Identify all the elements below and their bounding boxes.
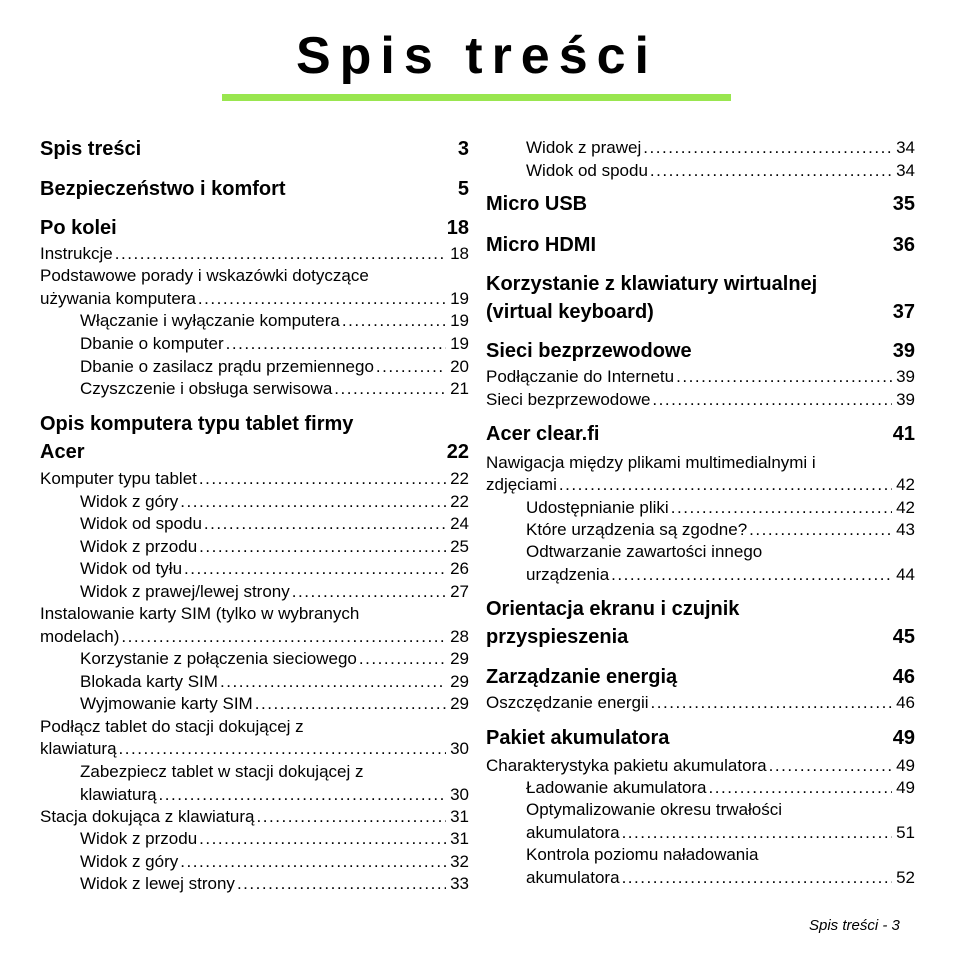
leader-dots (651, 692, 893, 714)
toc-chapter-label: Bezpieczeństwo i komfort (40, 178, 286, 200)
toc-entry-page: 27 (450, 582, 469, 601)
toc-subentry[interactable] (80, 491, 469, 513)
toc-subentry[interactable] (80, 378, 469, 400)
toc-chapter-page: 22 (446, 441, 469, 463)
toc-entry-page: 34 (896, 161, 915, 180)
leader-dots (199, 536, 446, 558)
toc-entry-page: 31 (450, 807, 469, 826)
toc-chapter-label: Pakiet akumulatora (486, 727, 670, 749)
toc-entry-page: 22 (450, 492, 469, 511)
toc-chapter[interactable] (486, 270, 915, 326)
toc-entry-page: 31 (450, 829, 469, 848)
toc-chapter-label: Micro USB (486, 193, 588, 215)
toc-entry-page: 30 (450, 739, 469, 758)
toc-entry-label: urządzenia (526, 565, 610, 584)
toc-chapter-label: Sieci bezprzewodowe (486, 340, 692, 362)
toc-subentry[interactable] (526, 777, 915, 799)
leader-dots (652, 389, 892, 411)
leader-dots (622, 822, 893, 844)
toc-entry-label: Widok z prawej (526, 138, 642, 157)
toc-chapter[interactable] (40, 410, 469, 466)
toc-chapter[interactable] (40, 135, 469, 163)
toc-entry-page: 49 (896, 778, 915, 797)
toc-entry-label: Widok od spodu (526, 161, 648, 180)
toc-subentry[interactable] (526, 137, 915, 159)
toc-chapter-label: Acer (40, 441, 85, 463)
toc-entry-label-line[interactable]: Optymalizowanie okresu trwałości (526, 800, 783, 819)
toc-entry-page: 26 (450, 559, 469, 578)
toc-chapter-label-line: Opis komputera typu tablet firmy (40, 413, 354, 435)
toc-chapter-label: Acer clear.fi (486, 423, 600, 445)
toc-entry-page: 46 (896, 693, 915, 712)
leader-dots (611, 564, 892, 586)
toc-entry-page: 42 (896, 475, 915, 494)
toc-subentry[interactable] (526, 822, 915, 844)
toc-entry-label: Widok z prawej/lewej strony (80, 582, 290, 601)
toc-entry[interactable] (40, 738, 469, 760)
toc-entry-label-line[interactable]: Zabezpiecz tablet w stacji dokującej z (80, 762, 364, 781)
toc-entry-label: akumulatora (526, 823, 620, 842)
toc-subentry[interactable] (526, 160, 915, 182)
toc-entry-label: Instrukcje (40, 244, 113, 263)
toc-subentry[interactable] (80, 671, 469, 693)
toc-entry-label: Udostępnianie pliki (526, 498, 669, 517)
leader-dots (749, 519, 892, 541)
title-underline (222, 94, 731, 101)
toc-entry-page: 51 (896, 823, 915, 842)
toc-entry-label: Charakterystyka pakietu akumulatora (486, 756, 767, 775)
toc-entry-label: Blokada karty SIM (80, 672, 218, 691)
toc-subentry[interactable] (526, 867, 915, 889)
toc-chapter[interactable] (486, 337, 915, 365)
toc-entry-page: 22 (450, 469, 469, 488)
leader-dots (180, 491, 446, 513)
toc-subentry[interactable] (80, 333, 469, 355)
toc-chapter[interactable] (486, 595, 915, 651)
toc-chapter[interactable] (40, 175, 469, 203)
toc-subentry[interactable] (526, 497, 915, 519)
toc-chapter-label-line: Korzystanie z klawiatury wirtualnej (486, 273, 818, 295)
toc-chapter-page: 37 (892, 301, 915, 323)
toc-chapter-page: 35 (892, 193, 915, 215)
leader-dots (199, 828, 446, 850)
toc-chapter-page: 3 (457, 138, 469, 160)
toc-entry[interactable] (40, 468, 469, 490)
toc-entry[interactable] (40, 288, 469, 310)
leader-dots (220, 671, 446, 693)
toc-entry-label: Widok od spodu (80, 514, 202, 533)
toc-entry-label: używania komputera (40, 289, 196, 308)
toc-entry-page: 39 (896, 367, 915, 386)
toc-entry-page: 42 (896, 498, 915, 517)
toc-chapter-label: Micro HDMI (486, 234, 596, 256)
toc-entry-label: Stacja dokująca z klawiaturą (40, 807, 255, 826)
leader-dots (559, 474, 892, 496)
leader-dots (184, 558, 446, 580)
leader-dots (650, 160, 892, 182)
toc-chapter[interactable] (40, 214, 469, 242)
leader-dots (643, 137, 892, 159)
toc-entry-page: 44 (896, 565, 915, 584)
toc-subentry[interactable] (80, 648, 469, 670)
toc-entry-label: Korzystanie z połączenia sieciowego (80, 649, 357, 668)
toc-chapter-label: Zarządzanie energią (486, 666, 678, 688)
toc-entry-label-line[interactable]: Kontrola poziomu naładowania (526, 845, 759, 864)
toc-chapter-page: 39 (892, 340, 915, 362)
toc-entry-label: Widok z góry (80, 492, 179, 511)
toc-entry-label: Oszczędzanie energii (486, 693, 649, 712)
toc-entry-label-line[interactable]: Nawigacja między plikami multimedialnymi i (486, 453, 816, 472)
toc-entry[interactable] (486, 366, 915, 388)
toc-entry-label: Widok od tyłu (80, 559, 183, 578)
leader-dots (115, 243, 446, 265)
leader-dots (226, 333, 446, 355)
toc-entry[interactable] (40, 626, 469, 648)
leader-dots (342, 310, 446, 332)
toc-entry-page: 52 (896, 868, 915, 887)
toc-entry-label: Widok z lewej strony (80, 874, 235, 893)
toc-entry[interactable] (486, 389, 915, 411)
toc-entry-page: 34 (896, 138, 915, 157)
toc-entry-label: Widok z przodu (80, 537, 198, 556)
toc-entry-page: 33 (450, 874, 469, 893)
toc-subentry[interactable] (80, 693, 469, 715)
toc-entry-label: klawiaturą (40, 739, 117, 758)
toc-entry-label: Dbanie o komputer (80, 334, 224, 353)
page-title: Spis treści (295, 27, 659, 85)
toc-entry-label: klawiaturą (80, 785, 157, 804)
leader-dots (671, 497, 892, 519)
toc-entry-label: Czyszczenie i obsługa serwisowa (80, 379, 333, 398)
toc-entry-label: modelach) (40, 627, 120, 646)
toc-entry-label: Widok z przodu (80, 829, 198, 848)
toc-subentry[interactable] (80, 851, 469, 873)
toc-chapter-page: 45 (892, 626, 915, 648)
toc-entry-label: Podłączanie do Internetu (486, 367, 675, 386)
toc-chapter-page: 5 (457, 178, 469, 200)
toc-chapter[interactable] (486, 724, 915, 752)
toc-entry-label-line[interactable]: Instalowanie karty SIM (tylko w wybranych (40, 604, 360, 623)
toc-entry[interactable] (486, 755, 915, 777)
toc-entry-label-line[interactable]: Podstawowe porady i wskazówki dotyczące (40, 266, 369, 285)
toc-entry-page: 29 (450, 672, 469, 691)
toc-subentry[interactable] (80, 558, 469, 580)
leader-dots (237, 873, 446, 895)
leader-dots (622, 867, 893, 889)
toc-chapter-page: 46 (892, 666, 915, 688)
toc-subentry[interactable] (80, 513, 469, 535)
toc-entry-page: 32 (450, 852, 469, 871)
toc-entry-label: Ładowanie akumulatora (526, 778, 707, 797)
leader-dots (121, 626, 446, 648)
leader-dots (334, 378, 446, 400)
toc-chapter-label: Po kolei (40, 217, 117, 239)
toc-subentry[interactable] (80, 310, 469, 332)
toc-entry-page: 21 (450, 379, 469, 398)
toc-entry-label-line[interactable]: Odtwarzanie zawartości innego (526, 542, 763, 561)
leader-dots (709, 777, 893, 799)
page-footer: Spis treści - 3 (809, 917, 900, 934)
toc-entry-label: Komputer typu tablet (40, 469, 197, 488)
toc-entry-label: Widok z góry (80, 852, 179, 871)
toc-entry-page: 29 (450, 694, 469, 713)
toc-entry-page: 28 (450, 627, 469, 646)
toc-entry[interactable] (40, 243, 469, 265)
toc-subentry[interactable] (526, 519, 915, 541)
toc-entry-page: 20 (450, 357, 469, 376)
toc-subentry[interactable] (80, 873, 469, 895)
toc-entry-label: akumulatora (526, 868, 620, 887)
toc-entry-page: 19 (450, 289, 469, 308)
toc-chapter-page: 36 (892, 234, 915, 256)
toc-entry[interactable] (486, 692, 915, 714)
toc-entry-page: 39 (896, 390, 915, 409)
leader-dots (198, 288, 446, 310)
leader-dots (676, 366, 892, 388)
toc-chapter-page: 41 (892, 423, 915, 445)
leader-dots (292, 581, 446, 603)
toc-subentry[interactable] (80, 356, 469, 378)
toc-chapter[interactable] (486, 420, 915, 448)
leader-dots (376, 356, 446, 378)
toc-entry-page: 19 (450, 311, 469, 330)
toc-entry-page: 19 (450, 334, 469, 353)
leader-dots (204, 513, 446, 535)
toc-subentry[interactable] (80, 828, 469, 850)
toc-entry-page: 25 (450, 537, 469, 556)
toc-chapter-label-line: Orientacja ekranu i czujnik (486, 598, 740, 620)
toc-entry[interactable] (40, 806, 469, 828)
toc-chapter[interactable] (486, 231, 915, 259)
toc-chapter-label: przyspieszenia (486, 626, 629, 648)
toc-subentry[interactable] (80, 581, 469, 603)
toc-entry-page: 30 (450, 785, 469, 804)
toc-entry-page: 24 (450, 514, 469, 533)
toc-chapter-page: 18 (446, 217, 469, 239)
leader-dots (255, 693, 446, 715)
toc-chapter-page: 49 (892, 727, 915, 749)
toc-subentry[interactable] (526, 564, 915, 586)
toc-entry-label: Dbanie o zasilacz prądu przemiennego (80, 357, 374, 376)
leader-dots (769, 755, 892, 777)
leader-dots (257, 806, 447, 828)
toc-chapter[interactable] (486, 663, 915, 691)
leader-dots (199, 468, 446, 490)
toc-subentry[interactable] (80, 536, 469, 558)
toc-entry-label: zdjęciami (486, 475, 557, 494)
toc-chapter[interactable] (486, 190, 915, 218)
toc-chapter-label: (virtual keyboard) (486, 301, 654, 323)
leader-dots (119, 738, 447, 760)
leader-dots (180, 851, 446, 873)
toc-subentry[interactable] (80, 784, 469, 806)
toc-entry-page: 18 (450, 244, 469, 263)
toc-entry-label: Włączanie i wyłączanie komputera (80, 311, 340, 330)
toc-chapter-label: Spis treści (40, 138, 142, 160)
toc-entry-page: 49 (896, 756, 915, 775)
toc-entry-label: Wyjmowanie karty SIM (80, 694, 253, 713)
leader-dots (159, 784, 447, 806)
toc-entry[interactable] (486, 474, 915, 496)
toc-entry-page: 29 (450, 649, 469, 668)
toc-entry-page: 43 (896, 520, 915, 539)
leader-dots (359, 648, 446, 670)
toc-entry-label-line[interactable]: Podłącz tablet do stacji dokującej z (40, 717, 304, 736)
toc-entry-label: Sieci bezprzewodowe (486, 390, 651, 409)
toc-entry-label: Które urządzenia są zgodne? (526, 520, 748, 539)
